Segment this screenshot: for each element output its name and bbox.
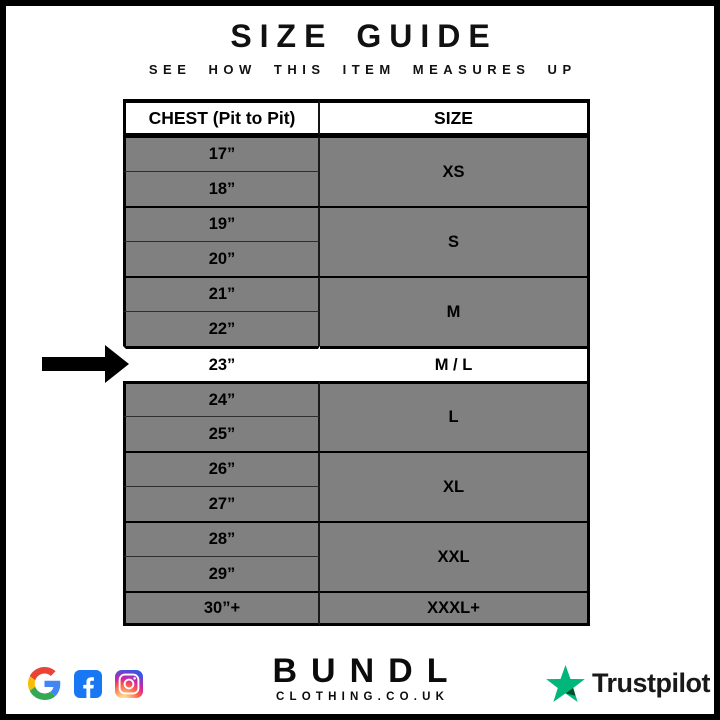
chest-cell: 17” bbox=[123, 136, 320, 171]
chest-cell: 24” bbox=[123, 381, 320, 416]
highlighted-table-row bbox=[123, 346, 590, 381]
page-title: SIZE GUIDE bbox=[230, 18, 498, 54]
chest-cell: 20” bbox=[123, 241, 320, 276]
trustpilot-star-icon bbox=[546, 665, 585, 702]
size-cell: L bbox=[320, 381, 590, 451]
table-row bbox=[123, 521, 590, 556]
size-cell: M / L bbox=[320, 346, 590, 381]
chest-cell: 18” bbox=[123, 171, 320, 206]
chest-cell: 23” bbox=[123, 346, 320, 381]
size-cell: XL bbox=[320, 451, 590, 521]
brand-domain: CLOTHING.CO.UK bbox=[276, 691, 450, 703]
trustpilot-label: Trustpilot bbox=[592, 668, 710, 698]
highlight-arrow-icon bbox=[42, 345, 129, 383]
chest-cell: 21” bbox=[123, 276, 320, 311]
chest-cell: 28” bbox=[123, 521, 320, 556]
size-cell: XS bbox=[320, 136, 590, 206]
trustpilot-logo[interactable] bbox=[546, 665, 710, 702]
chest-cell: 22” bbox=[123, 311, 320, 346]
arrow-shaft bbox=[42, 357, 106, 371]
size-guide-table bbox=[123, 99, 590, 626]
arrow-head bbox=[105, 345, 129, 383]
table-row bbox=[123, 276, 590, 311]
chest-cell: 27” bbox=[123, 486, 320, 521]
chest-cell: 25” bbox=[123, 416, 320, 451]
size-cell: M bbox=[320, 276, 590, 346]
chest-cell: 29” bbox=[123, 556, 320, 591]
brand-name: BUNDL bbox=[272, 652, 462, 690]
table-row bbox=[123, 381, 590, 416]
table-header-row bbox=[123, 99, 590, 136]
size-column-header: SIZE bbox=[320, 99, 590, 136]
size-cell: XXXL+ bbox=[320, 591, 590, 626]
chest-cell: 26” bbox=[123, 451, 320, 486]
size-cell: XXL bbox=[320, 521, 590, 591]
table-row bbox=[123, 136, 590, 171]
table-row bbox=[123, 451, 590, 486]
chest-column-header: CHEST (Pit to Pit) bbox=[123, 99, 320, 136]
table-row bbox=[123, 591, 590, 626]
chest-cell: 19” bbox=[123, 206, 320, 241]
page-subtitle: SEE HOW THIS ITEM MEASURES UP bbox=[148, 62, 577, 77]
table-row bbox=[123, 206, 590, 241]
chest-cell: 30”+ bbox=[123, 591, 320, 626]
size-cell: S bbox=[320, 206, 590, 276]
